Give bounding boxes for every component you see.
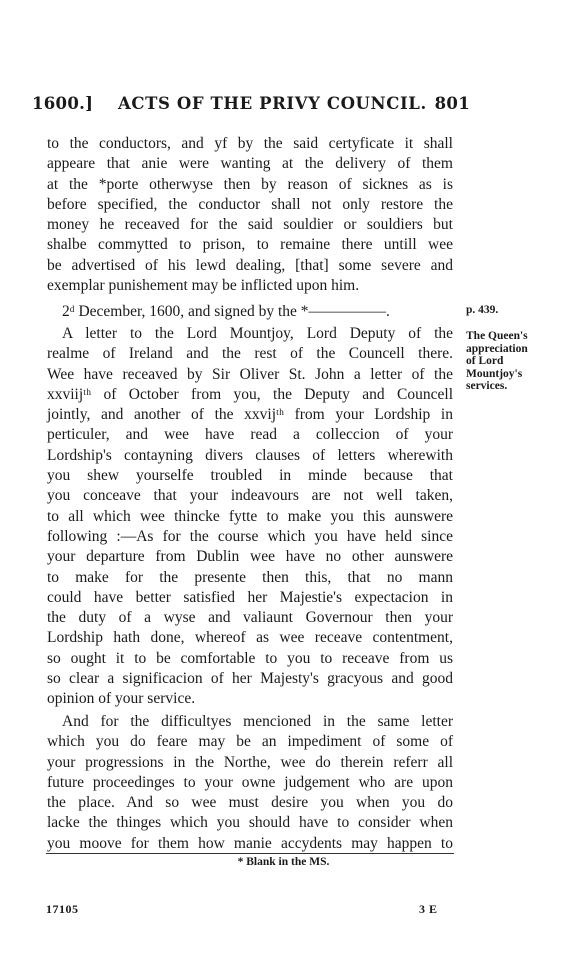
text-line: future proceedinges to your owne judgement who are upon	[47, 773, 453, 791]
margin-note-line: Mountjoy's	[466, 367, 523, 380]
text-line: And for the difficultyes mencioned in the same letter	[62, 713, 453, 730]
header-year: 1600.]	[32, 94, 94, 113]
text-line: could have better satisfied her Majestie's expectacion in	[47, 588, 453, 606]
margin-note	[466, 330, 548, 393]
text-line: at the *porte otherwyse then by reason of sicknes as is	[47, 175, 453, 193]
text-line: Lordship's contayning divers clauses of letters wherewith	[47, 446, 453, 464]
paragraph-difficulties	[47, 712, 453, 854]
text-line: you moove for them how manie accydents may happen to	[47, 834, 453, 852]
text-line: exemplar punishement may be inflicted upon him.	[47, 277, 360, 295]
text-line: perticuler, and wee have read a colleccion of your	[47, 426, 453, 444]
text-line: jointly, and another of the xxvijᵗʰ from your Lordship in	[47, 406, 453, 424]
footnote-divider	[46, 853, 454, 854]
signature-mark-right: 3 E	[419, 902, 438, 916]
text-line: appeare that anie were wanting at the delivery of them	[47, 155, 453, 173]
text-line: opinion of your service.	[47, 690, 196, 708]
text-line: following :—As for the course which you have held since	[47, 527, 453, 545]
text-line: the place. And so wee must desire you when you do	[47, 794, 453, 812]
margin-note-line: services.	[466, 380, 508, 392]
text-line: you conceave that your indeavours are not well taken,	[47, 487, 453, 505]
page-number: 801	[434, 94, 470, 113]
text-line: money he receaved for the said souldier or souldiers but	[47, 216, 453, 234]
text-line: which you do feare may be an impediment of some of	[47, 733, 453, 751]
text-line: the duty of a wyse and valiaunt Governour then your	[47, 609, 453, 627]
text-line: shalbe commytted to prison, to remaine there untill wee	[47, 236, 453, 254]
text-line: to make for the presente then this, that no mann	[47, 568, 453, 586]
text-line: your progressions in the Northe, wee do therein referr all	[47, 753, 453, 771]
dated-line	[62, 302, 442, 322]
header-title: ACTS OF THE PRIVY COUNCIL.	[118, 94, 427, 113]
footnote: * Blank in the MS.	[237, 856, 330, 868]
text-line: realme of Ireland and the rest of the Councell there.	[47, 345, 453, 363]
paragraph-letter	[47, 324, 453, 710]
text-line: Lordship hath done, whereof as wee receave contentment,	[47, 629, 453, 647]
text-line: your departure from Dublin wee have no other aunswere	[47, 548, 453, 566]
text-line: lacke the thinges which you should have to consider when	[47, 814, 453, 832]
text-line: Wee have receaved by Sir Oliver St. John a letter of the	[47, 365, 453, 383]
margin-note-line: appreciation	[466, 342, 528, 355]
margin-note-line: of Lord	[466, 355, 504, 367]
text-line: you shew yourselfe troubled in minde because that	[47, 467, 453, 485]
margin-page-ref: p. 439.	[466, 304, 499, 316]
text-line: A letter to the Lord Mountjoy, Lord Deputy of the	[62, 325, 453, 342]
signature-mark-left: 17105	[46, 902, 79, 916]
paragraph-conductors	[47, 134, 453, 296]
text-line: to the conductors, and yf by the said certyficate it shall	[47, 135, 453, 152]
text-line: to all which wee thincke fytte to make you this aunswere	[47, 507, 453, 525]
text-line: 2ᵈ December, 1600, and signed by the *—————.	[62, 303, 390, 320]
margin-note-line: The Queen's	[466, 330, 528, 342]
text-line: xxviijᵗʰ of October from you, the Deputy and Councell	[47, 385, 453, 403]
text-line: be advertised of his lewd dealing, [that] some severe and	[47, 256, 453, 274]
text-line: before specified, the conductor shall not only restore the	[47, 195, 453, 213]
text-line: so clear a significacion of her Majesty's gracyous and good	[47, 670, 453, 688]
text-line: so ought it to be comfortable to you to receave from us	[47, 649, 453, 667]
